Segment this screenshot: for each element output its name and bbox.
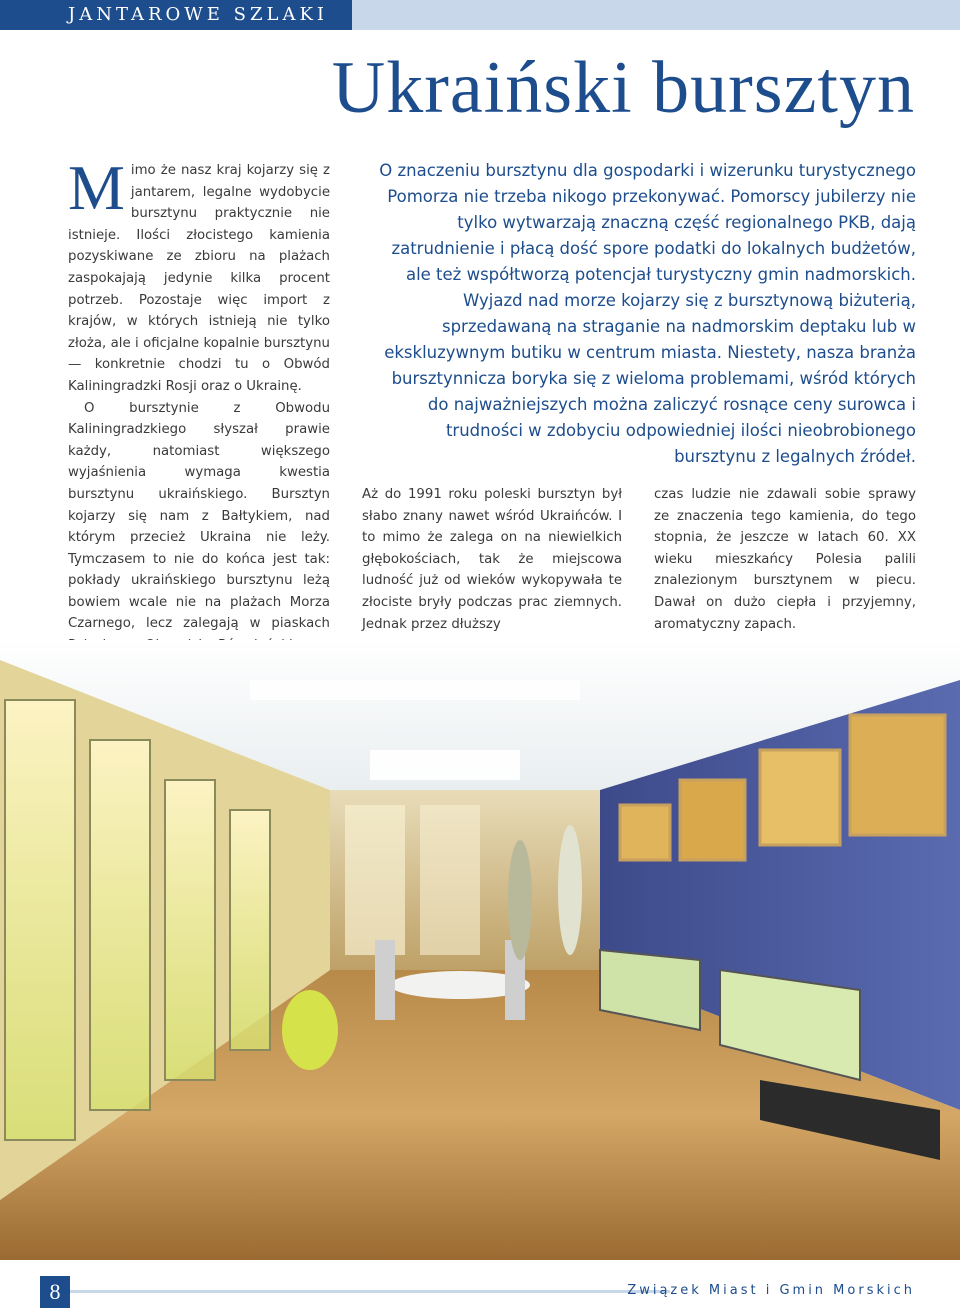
footer-rule bbox=[70, 1290, 670, 1293]
body-paragraph-4: czas ludzie nie zdawali sobie sprawy ze znaczenia tego kamienia, do tego stopnia, że jeszcze w latach 60. XX wieku mieszkańcy Polesia palili znalezionym bursztynem w piecu. Dawał on dużo ciepła i przyjemny, aromatyczny zapach. bbox=[654, 487, 916, 632]
page-number: 8 bbox=[40, 1276, 70, 1308]
museum-interior-photo bbox=[0, 640, 960, 1260]
body-paragraph-3: Aż do 1991 roku poleski bursztyn był słabo znany nawet wśród Ukraińców. I to mimo że zalega on na niewielkich głębokościach, tak że miejscowa ludność już od wieków wykopywała te złociste bryły podczas prac ziemnych. Jednak przez dłuższy bbox=[362, 487, 622, 632]
body-paragraph-2: O bursztynie z Obwodu Kaliningradzkiego słyszał prawie każdy, natomiast większego wyjaśnienia wymaga kwestia bursztynu ukraińskiego. Bursztyn kojarzy się nam z Bałtykiem, nad którym przecież Ukraina nie leży. Tymczasem to nie do końca jest tak: pokłady ukraińskiego bursztynu leżą bowiem wcale nie na plażach Morza Czarnego, lecz zalegają w piaskach bbox=[68, 400, 330, 632]
section-header bbox=[0, 0, 352, 30]
lead-paragraph: O znaczeniu bursztynu dla gospodarki i wizerunku turystycznego Pomorza nie trzeba nikogo przekonywać. Pomorscy jubilerzy nie tylko wytwarzają znaczną część regionalnego PKB, dają zatrudnienie i płacą dość spore podatki do lokalnych budżetów, ale też współtworzą potencjał turystyczny gmin nadmorskich. Wyjazd nad morze kojarzy się z bursztynową biżuterią, sprzedawaną na straganie na nadmorskim deptaku lub w ekskluzywnym butiku w centrum miasta. Niestety, nasza branża bursztynnicza boryka się z wieloma problemami, wśród których do najważniejszych można zaliczyć rosnące ceny surowca i trudności w zdobyciu odpowiedniej ilości nieobrobionego bursztynu z legalnych źródeł. bbox=[379, 161, 916, 466]
publisher-name: Związek Miast i Gmin Morskich bbox=[627, 1283, 915, 1298]
article-title: Ukraiński bursztyn bbox=[331, 47, 915, 129]
section-label: JANTAROWE SZLAKI bbox=[68, 4, 329, 25]
dropcap: M bbox=[68, 152, 125, 223]
body-paragraph-1-text: imo że nasz kraj kojarzy się z jantarem, legalne wydobycie bursztynu praktycznie nie istnieje. Ilości złocistego kamienia pozyskiwane ze zbioru na plażach zaspokajają jedynie kilka procent potrzeb. Pozostaje więc import z krajów, w których istnieją nie tylko złoża, ale i oficjalne kopalnie bursztynu — konkretnie chodzi tu o Obwód Kaliningradzki Rosji oraz o Ukrainę. bbox=[68, 163, 330, 394]
header-rule bbox=[352, 0, 960, 30]
body-paragraph-1 bbox=[68, 152, 330, 398]
body-column-left bbox=[68, 152, 330, 678]
